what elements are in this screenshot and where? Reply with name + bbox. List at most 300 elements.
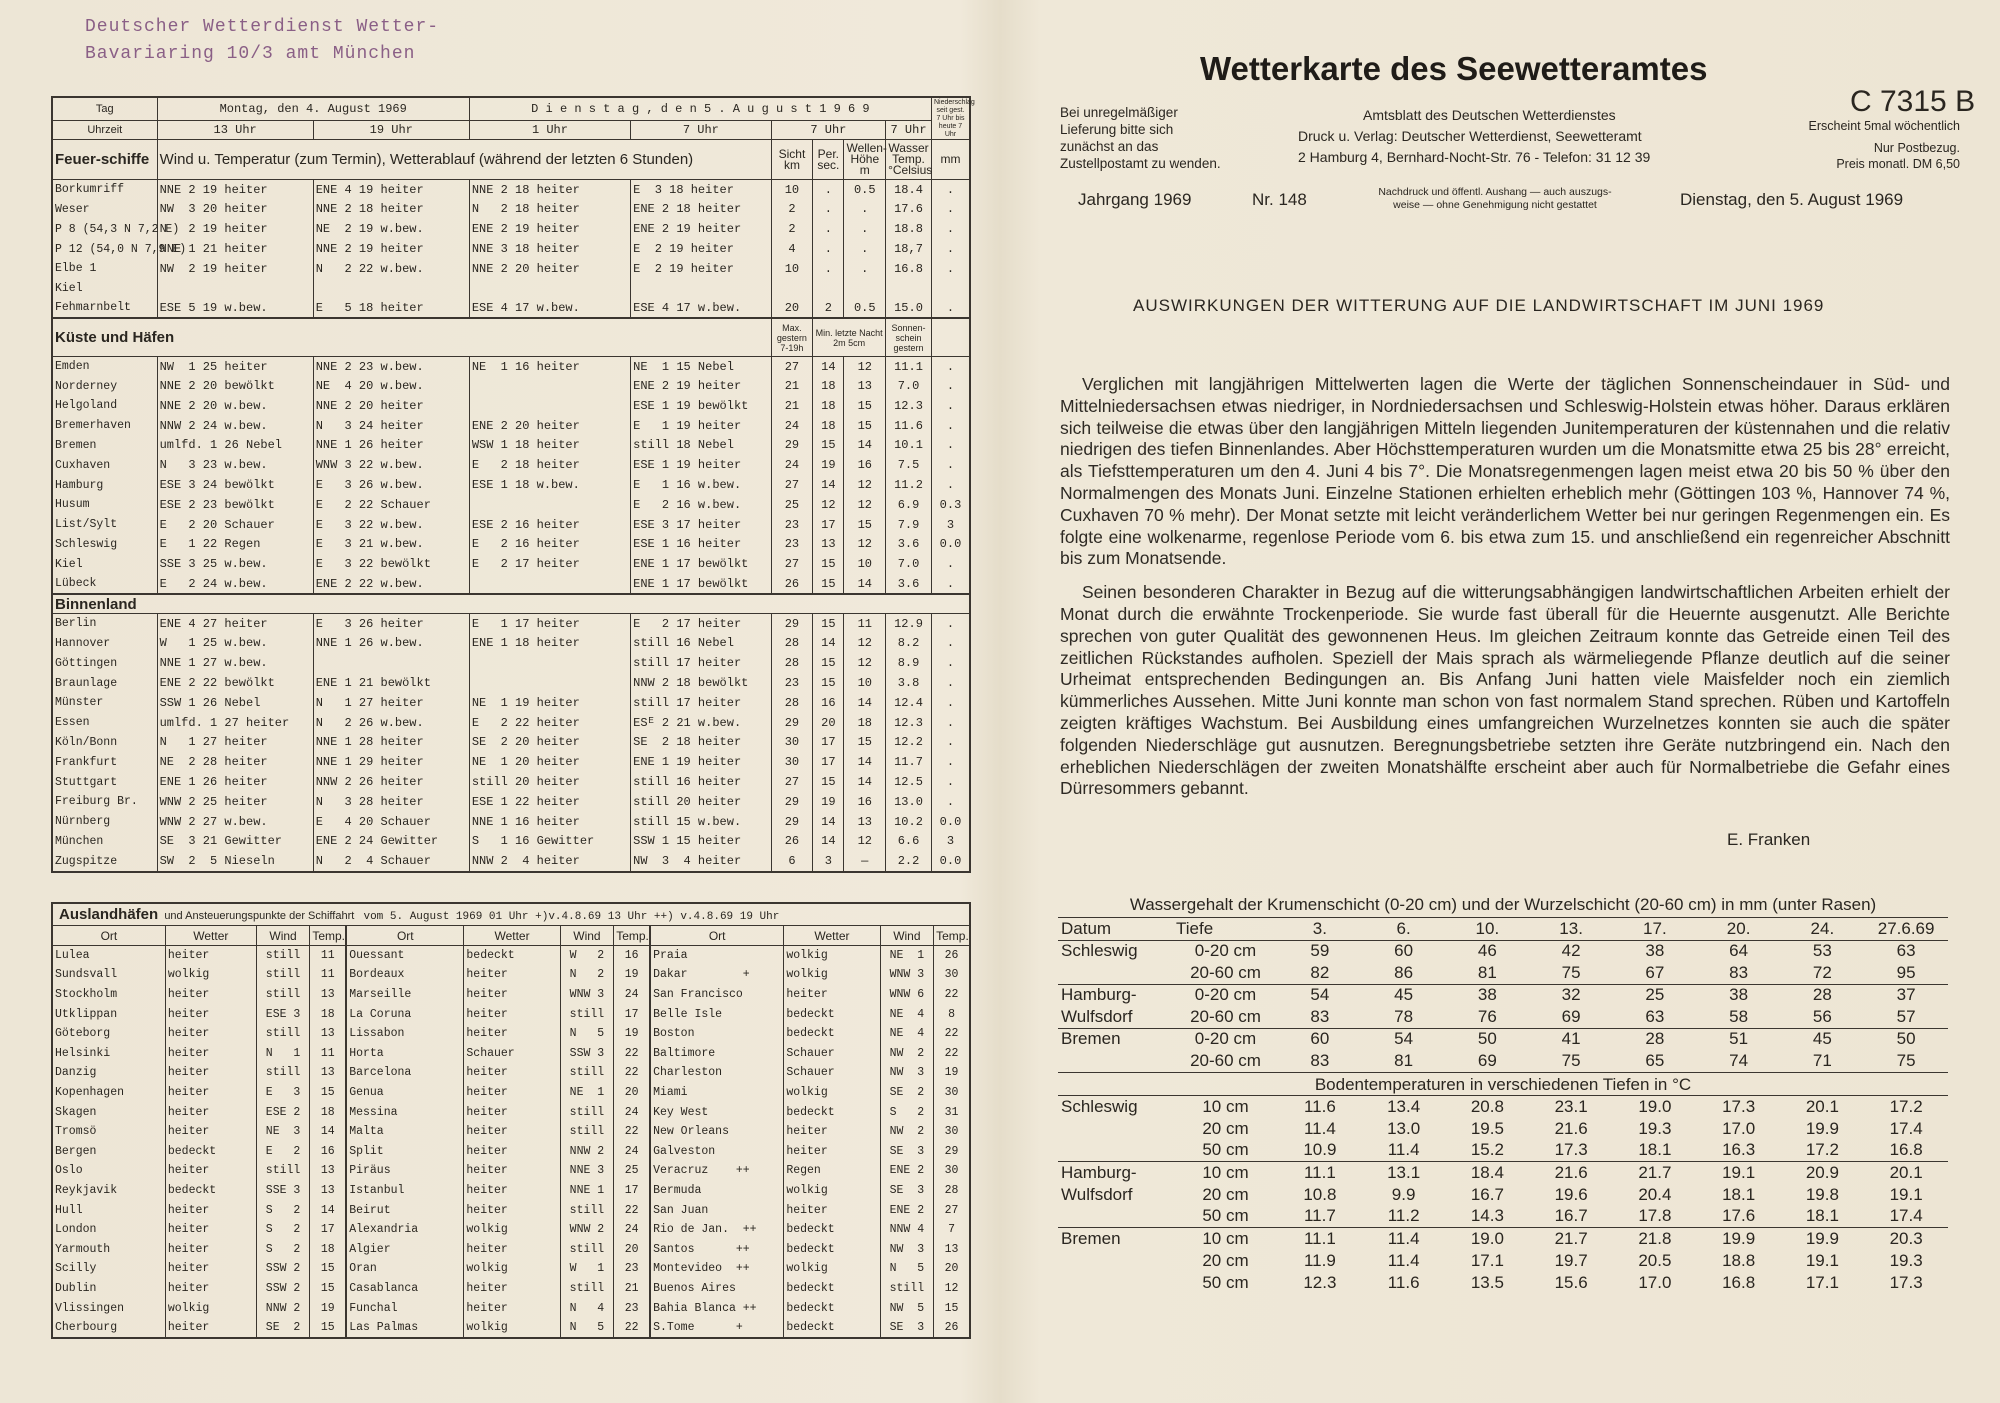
inland-row-cell: ENE 1 26 heiter (157, 772, 313, 792)
foreign-cell: heiter (165, 1259, 256, 1279)
water-row-cell: 20-60 cm (1190, 1051, 1261, 1070)
inland-row-cell: 28 (771, 693, 813, 713)
foreign-cell: heiter (165, 1161, 256, 1181)
ship-row-cell: . (813, 219, 844, 239)
inland-row-cell (469, 673, 630, 693)
observation-table (51, 96, 975, 873)
foreign-cell: SE 3 (880, 1181, 934, 1201)
wind-temp-heading: Wind u. Temperatur (zum Termin), Wetterablauf (während der letzten 6 Stunden) (157, 140, 771, 180)
ship-row-cell: ESE 5 19 w.bew. (157, 299, 313, 319)
foreign-cell: Dublin (55, 1281, 97, 1295)
inland-row (53, 614, 969, 634)
water-row-cell: 32 (1529, 984, 1613, 1006)
foreign-cell: Genua (346, 1083, 464, 1103)
temp-row-cell: 16.8 (1889, 1140, 1923, 1160)
inland-row-cell: 16 (844, 792, 886, 812)
foreign-port-row (53, 1298, 969, 1318)
inland-row (53, 634, 969, 654)
foreign-cell: bedeckt (784, 1298, 880, 1318)
temp-row-cell: 12.3 (1303, 1272, 1337, 1292)
ship-row-cell: ENE 4 19 heiter (313, 180, 469, 200)
coast-row-cell: E 1 22 Regen (157, 535, 313, 555)
water-header-cell: 6. (1362, 918, 1446, 940)
temp-row-cell: 10 cm (1173, 1162, 1278, 1184)
coast-row-cell: 15 (844, 515, 886, 535)
inland-row-cell: 13 (844, 812, 886, 832)
foreign-cell: NNE 1 (560, 1181, 614, 1201)
foreign-cell: San Francisco (650, 985, 784, 1005)
coast-row-cell: ENE 1 17 bewölkt (631, 574, 772, 594)
foreign-port-row (53, 1279, 969, 1299)
coast-row-cell: Schleswig (55, 537, 118, 551)
foreign-cell: bedeckt (464, 946, 560, 966)
ship-row-cell: ENE 2 19 heiter (631, 219, 772, 239)
inland-row-cell: ENE 1 21 bewölkt (313, 673, 469, 693)
foreign-cell: WNW 6 (880, 985, 934, 1005)
coast-row-cell: . (931, 574, 969, 594)
coast-row-cell (469, 574, 630, 594)
ship-row (53, 219, 969, 239)
inland-row (53, 851, 969, 871)
foreign-cell: E 2 (256, 1142, 310, 1162)
foreign-cell: 11 (310, 965, 346, 985)
foreign-cell: heiter (165, 1200, 256, 1220)
temp-row-cell: 16.3 (1722, 1140, 1756, 1160)
coast-row-cell: ENE 2 22 w.bew. (313, 574, 469, 594)
temp-row (1058, 1228, 1948, 1250)
ship-row-cell: 15.0 (886, 299, 932, 319)
foreign-cell: 13 (310, 1161, 346, 1181)
foreign-cell: Miami (650, 1083, 784, 1103)
water-row-cell: 37 (1864, 984, 1948, 1006)
ship-row-cell: . (844, 200, 886, 220)
foreign-cell: 17 (614, 1004, 650, 1024)
coast-row-cell: NNE 2 23 w.bew. (313, 356, 469, 376)
foreign-cell: 20 (934, 1259, 969, 1279)
coast-row-cell: . (931, 436, 969, 456)
foreign-cell: still (256, 946, 310, 966)
foreign-cell: NE 3 (256, 1122, 310, 1142)
foreign-cell: Marseille (346, 985, 464, 1005)
ship-row-cell: NNE 2 20 heiter (469, 259, 630, 279)
issue-number: Nr. 148 (1252, 190, 1307, 209)
foreign-cell: 22 (614, 1122, 650, 1142)
foreign-cell: NW 2 (880, 1122, 934, 1142)
soil-tables (1058, 895, 1948, 1294)
coast-row-cell: 21 (771, 396, 813, 416)
coast-row-cell: ENE 1 17 bewölkt (631, 554, 772, 574)
foreign-cell: Scilly (55, 1262, 97, 1276)
coast-row-cell: 10.1 (886, 436, 932, 456)
coast-row-cell (469, 376, 630, 396)
temp-row-cell: 11.1 (1278, 1162, 1362, 1184)
inland-row-cell: W 1 25 w.bew. (157, 634, 313, 654)
foreign-cell: Istanbul (346, 1181, 464, 1201)
coast-row-cell: 7.0 (886, 376, 932, 396)
foreign-cell: Bermuda (650, 1181, 784, 1201)
coast-row-cell (469, 396, 630, 416)
ship-row (53, 299, 969, 319)
coast-row-cell: Bremen (55, 438, 97, 452)
inland-row-cell: 14 (844, 693, 886, 713)
coast-row (53, 396, 969, 416)
inland-row-cell: SE 3 21 Gewitter (157, 832, 313, 852)
foreign-cell: still (560, 1122, 614, 1142)
foreign-cell: Reykjavik (55, 1184, 118, 1198)
water-row-cell: 57 (1896, 1006, 1916, 1026)
coast-row-cell: WSW 1 18 heiter (469, 436, 630, 456)
inland-row-cell: ENE 1 19 heiter (631, 752, 772, 772)
temp-row-cell: 10 cm (1173, 1228, 1278, 1250)
foreign-cell: 11 (310, 1044, 346, 1064)
foreign-cell: E 3 (256, 1083, 310, 1103)
foreign-cell: 24 (614, 985, 650, 1005)
h-temp-3: Temp. (934, 926, 969, 946)
coast-row-cell: 10 (844, 554, 886, 574)
coast-row-cell: WNW 3 22 w.bew. (313, 455, 469, 475)
inland-row-cell: 3 (931, 832, 969, 852)
inland-row (53, 653, 969, 673)
inland-row-cell: 17 (813, 752, 844, 772)
coast-row (53, 535, 969, 555)
foreign-cell: Lissabon (346, 1024, 464, 1044)
water-row-cell: 63 (1896, 941, 1916, 961)
inland-row-cell: 14 (844, 752, 886, 772)
foreign-cell: wolkig (464, 1318, 560, 1338)
ship-row-cell: 0.5 (844, 299, 886, 319)
h-ort-2: Ort (346, 926, 464, 946)
foreign-port-row (53, 1200, 969, 1220)
coast-row-cell: 11.2 (886, 475, 932, 495)
inland-row-cell: 14 (813, 812, 844, 832)
water-rows (1058, 940, 1948, 1072)
water-header-cell: 13. (1529, 918, 1613, 940)
masthead-title: Wetterkarte des Seewetteramtes (1200, 50, 1708, 87)
temp-row-cell: 11.4 (1387, 1250, 1420, 1270)
foreign-cell: 17 (310, 1220, 346, 1240)
coast-row-cell: N 3 23 w.bew. (157, 455, 313, 475)
foreign-cell: Bahia Blanca ++ (650, 1298, 784, 1318)
foreign-cell: heiter (165, 1318, 256, 1338)
temp-rows (1058, 1096, 1948, 1294)
water-row-cell: 38 (1645, 941, 1665, 961)
foreign-cell: heiter (165, 1122, 256, 1142)
inland-row-cell: 12.2 (886, 733, 932, 753)
foreign-cell: San Juan (650, 1200, 784, 1220)
foreign-cell: 30 (934, 1161, 969, 1181)
inland-row-cell: still 16 Nebel (631, 634, 772, 654)
temp-row-cell: 20.9 (1781, 1162, 1865, 1184)
inland-row-cell: 19 (813, 792, 844, 812)
inland-row-cell: 30 (771, 733, 813, 753)
foreign-port-row (53, 1044, 969, 1064)
coast-row-cell: 14 (844, 436, 886, 456)
coast-row-cell: Helgoland (55, 399, 118, 413)
foreign-cell: WNW 3 (560, 985, 614, 1005)
inland-row-cell: Berlin (55, 617, 97, 631)
foreign-cell: 22 (934, 1044, 969, 1064)
water-row (1058, 940, 1948, 962)
foreign-cell: Las Palmas (346, 1318, 464, 1338)
foreign-cell: 14 (310, 1122, 346, 1142)
foreign-cell: 7 (934, 1220, 969, 1240)
foreign-cell: 23 (614, 1298, 650, 1318)
temp-row-cell: 17.3 (1554, 1140, 1588, 1160)
inland-row-cell: . (931, 752, 969, 772)
ship-row-cell: 16.8 (886, 259, 932, 279)
ship-row-cell: NNE 2 18 heiter (313, 200, 469, 220)
ship-row-cell: 2 (813, 299, 844, 319)
wellen-header: Wellen- Höhe m (844, 140, 886, 180)
inland-row-cell: 12 (844, 634, 886, 654)
water-row-cell: 50 (1864, 1028, 1948, 1050)
temp-row-cell: 16.7 (1470, 1184, 1504, 1204)
foreign-cell: N 5 (560, 1024, 614, 1044)
ship-row-cell: ENE 2 19 heiter (469, 219, 630, 239)
ship-row-cell: . (931, 180, 969, 200)
foreign-cell: NNE 3 (560, 1161, 614, 1181)
foreign-cell: wolkig (165, 965, 256, 985)
inland-row-cell: WNW 2 25 heiter (157, 792, 313, 812)
amtsblatt: Amtsblatt des Deutschen Wetterdienstes (1363, 107, 1616, 123)
foreign-cell: 12 (934, 1279, 969, 1299)
foreign-cell: NE 1 (880, 946, 934, 966)
water-row-cell: Schleswig (1061, 941, 1138, 961)
foreign-cell: 30 (934, 1122, 969, 1142)
water-row-cell: 51 (1697, 1028, 1781, 1050)
h-ort-1: Ort (53, 926, 165, 946)
ship-row-cell: Fehmarnbelt (55, 301, 131, 315)
temp-row-cell (1058, 1118, 1173, 1140)
foreign-port-row (53, 1240, 969, 1260)
temp-row-cell: 17.1 (1805, 1272, 1839, 1292)
coast-row (53, 455, 969, 475)
inland-row-cell: — (844, 851, 886, 871)
temp-row (1058, 1250, 1948, 1272)
water-row-cell: 38 (1446, 984, 1530, 1006)
foreign-cell: NW 3 (880, 1063, 934, 1083)
inland-row-cell: E 3 26 heiter (313, 614, 469, 634)
foreign-cell: heiter (784, 1142, 880, 1162)
ship-row-cell: 18.8 (886, 219, 932, 239)
inland-row-cell: Essen (55, 716, 90, 730)
coast-row-cell: 21 (771, 376, 813, 396)
foreign-cell: Key West (650, 1102, 784, 1122)
foreign-cell: Stockholm (55, 988, 118, 1002)
water-header-cell: 27.6.69 (1864, 918, 1948, 940)
foreign-cell: bedeckt (784, 1318, 880, 1338)
temp-row-cell: 10.9 (1303, 1140, 1337, 1160)
ship-row-cell: 2 (771, 219, 813, 239)
foreign-cell: London (55, 1223, 97, 1237)
binnenland-heading: Binnenland (53, 594, 969, 614)
foreign-cell: heiter (165, 1063, 256, 1083)
coast-row-cell: umlfd. 1 26 Nebel (157, 436, 313, 456)
h-wetter-1: Wetter (165, 926, 256, 946)
inland-row-cell: N 1 27 heiter (157, 733, 313, 753)
temp-row (1058, 1096, 1948, 1118)
foreign-cell: heiter (464, 1240, 560, 1260)
temp-row-cell: 19.1 (1805, 1250, 1839, 1270)
foreign-cell: 26 (934, 946, 969, 966)
coast-row-cell: E 2 22 Schauer (313, 495, 469, 515)
inland-row-cell: 28 (771, 634, 813, 654)
water-row-cell: 0-20 cm (1173, 1028, 1278, 1050)
ship-row-cell: . (813, 259, 844, 279)
inland-row-cell: 30 (771, 752, 813, 772)
coast-row-cell: . (931, 396, 969, 416)
library-stamp (85, 14, 439, 68)
foreign-cell: wolkig (464, 1220, 560, 1240)
inland-row (53, 772, 969, 792)
foreign-cell: 29 (934, 1142, 969, 1162)
coast-row-cell: ESE 1 19 heiter (631, 455, 772, 475)
foreign-cell: 25 (614, 1161, 650, 1181)
foreign-cell: SE 2 (256, 1318, 310, 1338)
coast-row (53, 436, 969, 456)
foreign-cell: heiter (165, 1044, 256, 1064)
foreign-cell: Veracruz ++ (650, 1161, 784, 1181)
coast-row-cell: NNE 2 20 bewölkt (157, 376, 313, 396)
coast-row-cell: 19 (813, 455, 844, 475)
coast-row-cell: . (931, 376, 969, 396)
foreign-cell: still (560, 1200, 614, 1220)
foreign-port-row (53, 1161, 969, 1181)
water-row-cell: 75 (1561, 962, 1581, 982)
inland-row (53, 733, 969, 753)
foreign-cell: 13 (310, 985, 346, 1005)
inland-row-cell: E 2 17 heiter (631, 614, 772, 634)
foreign-cell: bedeckt (165, 1142, 256, 1162)
water-row-cell: 74 (1729, 1051, 1749, 1070)
min-header (813, 318, 886, 356)
inland-row-cell: still 17 heiter (631, 693, 772, 713)
inland-row-cell: 28 (771, 653, 813, 673)
foreign-cell: 26 (934, 1318, 969, 1338)
temp-row-cell: 20.5 (1638, 1250, 1672, 1270)
foreign-port-row (53, 1024, 969, 1044)
inland-row-cell: NNW 2 18 bewölkt (631, 673, 772, 693)
water-row-cell: 69 (1561, 1006, 1581, 1026)
water-row-cell: 28 (1781, 984, 1865, 1006)
inland-row-cell: 0.0 (931, 812, 969, 832)
temp-row-cell: 21.6 (1554, 1118, 1588, 1138)
ship-row-cell (631, 279, 772, 299)
foreign-cell: S 2 (256, 1200, 310, 1220)
ship-row-cell: E 5 18 heiter (313, 299, 469, 319)
coast-row-cell: 13 (844, 376, 886, 396)
temp-row-cell: 21.7 (1529, 1228, 1613, 1250)
foreign-cell: W 1 (560, 1259, 614, 1279)
h-temp-1: Temp. (310, 926, 346, 946)
coast-row-cell: 12 (844, 535, 886, 555)
inland-row-cell: Göttingen (55, 656, 118, 670)
ship-row (53, 279, 969, 299)
temp-row-cell: 17.4 (1889, 1206, 1923, 1226)
water-row-cell: 28 (1613, 1028, 1697, 1050)
foreign-cell: heiter (464, 1298, 560, 1318)
water-row-cell (1058, 962, 1173, 984)
ship-row-cell: . (813, 239, 844, 259)
water-row-cell: 71 (1812, 1051, 1832, 1070)
coast-row-cell: NE 4 20 w.bew. (313, 376, 469, 396)
publisher-block (1298, 105, 1650, 168)
foreign-cell: Lulea (55, 949, 90, 963)
temp-row-cell: 23.1 (1554, 1096, 1588, 1116)
coast-row-cell: . (931, 455, 969, 475)
temp-row (1058, 1272, 1948, 1294)
coast-row-cell: 15 (844, 416, 886, 436)
ship-row-cell: . (813, 180, 844, 200)
temp-row-cell: 11.6 (1387, 1272, 1420, 1292)
temp-row-cell: Hamburg- (1058, 1162, 1173, 1184)
coast-row-cell: 15 (813, 554, 844, 574)
foreign-cell: Bordeaux (346, 965, 464, 985)
coast-row-cell: ESE 3 24 bewölkt (157, 475, 313, 495)
coast-row-cell: E 2 16 heiter (469, 535, 630, 555)
foreign-cell: bedeckt (784, 1220, 880, 1240)
foreign-cell: heiter (464, 1122, 560, 1142)
inland-row-cell: München (55, 834, 104, 848)
foreign-cell: heiter (464, 1004, 560, 1024)
water-row-cell: 78 (1394, 1006, 1414, 1026)
nachdruck-2: weise — ohne Genehmigung nicht gestattet (1393, 199, 1597, 211)
foreign-cell: 13 (934, 1240, 969, 1260)
temp-row-cell: 50 cm (1202, 1206, 1249, 1226)
foreign-cell: still (256, 965, 310, 985)
foreign-cell: Göteborg (55, 1027, 111, 1041)
foreign-cell: 28 (934, 1181, 969, 1201)
foreign-cell: Hull (55, 1203, 83, 1217)
foreign-cell: SSW 2 (256, 1279, 310, 1299)
coast-row-cell: NE 1 15 Nebel (631, 356, 772, 376)
foreign-cell: Vlissingen (55, 1301, 125, 1315)
temp-row-cell: 10 cm (1202, 1096, 1249, 1116)
foreign-cell: heiter (784, 1122, 880, 1142)
inland-row-cell: NNE 1 16 heiter (469, 812, 630, 832)
ship-row-cell: . (844, 219, 886, 239)
inland-row-cell: 15 (844, 733, 886, 753)
temp-row (1058, 1184, 1948, 1206)
foreign-cell: 22 (614, 1063, 650, 1083)
inland-row-cell: NNE 1 28 heiter (313, 733, 469, 753)
cm5-label: 5cm (848, 337, 866, 348)
inland-row-cell: WNW 2 27 w.bew. (157, 812, 313, 832)
temp-row-cell: 19.3 (1638, 1118, 1672, 1138)
foreign-cell: heiter (165, 1083, 256, 1103)
foreign-cell: Sundsvall (55, 968, 118, 982)
temp-row-cell: 14.3 (1470, 1206, 1504, 1226)
inland-row-cell: SSW 1 15 heiter (631, 832, 772, 852)
inland-row-cell: 29 (771, 713, 813, 733)
inland-row-cell: N 2 26 w.bew. (313, 713, 469, 733)
coast-row-cell: 18 (813, 396, 844, 416)
foreign-cell: heiter (464, 1102, 560, 1122)
water-row-cell: 0-20 cm (1194, 941, 1257, 961)
water-row-cell: 58 (1729, 1006, 1749, 1026)
ship-row-cell (469, 279, 630, 299)
ship-row-cell: . (931, 200, 969, 220)
foreign-cell: N 5 (560, 1318, 614, 1338)
temp-row-cell: 19.7 (1554, 1250, 1588, 1270)
water-row-cell: 25 (1613, 984, 1697, 1006)
coast-row-cell: ESE 1 18 w.bew. (469, 475, 630, 495)
temp-row-cell: 17.3 (1889, 1272, 1923, 1292)
ship-row-cell: 10 (771, 180, 813, 200)
foreign-cell: 18 (310, 1240, 346, 1260)
coast-row-cell: 24 (771, 416, 813, 436)
foreign-cell: heiter (464, 1024, 560, 1044)
